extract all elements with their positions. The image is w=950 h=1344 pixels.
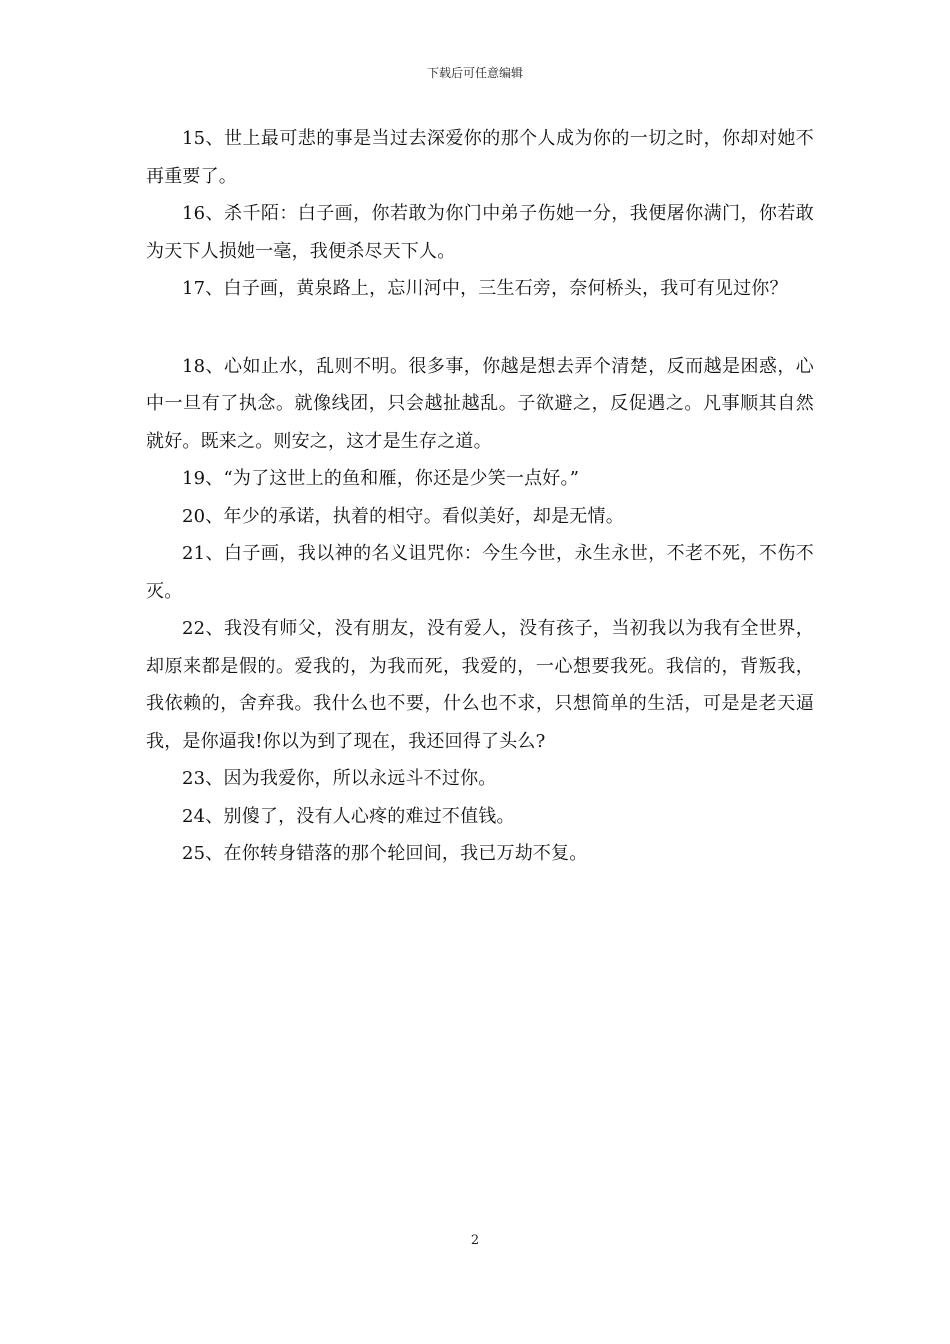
paragraph-19: 19、“为了这世上的鱼和雁，你还是少笑一点好。” xyxy=(182,468,580,489)
paragraph-18: 18、心如止水，乱则不明。很多事，你越是想去弄个清楚，反而越是困惑，心中一旦有了执念。就像线团，只会越扯越乱。子欲避之，反促遇之。凡事顺其自然就好。既来之。则安之，这才是生存之道。 xyxy=(146,355,814,452)
paragraph-15: 15、世上最可悲的事是当过去深爱你的那个人成为你的一切之时，你却对她不再重要了。 xyxy=(146,128,814,187)
paragraph-17: 17、白子画，黄泉路上，忘川河中，三生石旁，奈何桥头，我可有见过你？ xyxy=(182,278,788,299)
paragraph-21: 21、白子画，我以神的名义诅咒你：今生今世，永生永世，不老不死，不伤不灭。 xyxy=(146,543,814,602)
paragraph-23: 23、因为我爱你，所以永远斗不过你。 xyxy=(182,768,497,789)
document-body xyxy=(146,120,814,873)
paragraph-16: 16、杀千陌：白子画，你若敢为你门中弟子伤她一分，我便屠你满门，你若敢为天下人损她一毫，我便杀尽天下人。 xyxy=(146,203,814,262)
paragraph-25: 25、在你转身错落的那个轮回间，我已万劫不复。 xyxy=(182,843,588,864)
paragraph-24: 24、别傻了，没有人心疼的难过不值钱。 xyxy=(182,805,515,827)
paragraph-20: 20、年少的承诺，执着的相守。看似美好，却是无情。 xyxy=(182,505,624,527)
page-header: 下载后可任意编辑 xyxy=(426,66,523,80)
page-number: 2 xyxy=(470,1233,480,1248)
paragraph-22: 22、我没有师父，没有朋友，没有爱人，没有孩子，当初我以为我有全世界，却原来都是假的。爱我的，为我而死，我爱的，一心想要我死。我信的，背叛我，我依赖的，舍弃我。我什么也不要，什么也不求，只想简单的生活，可是是老天逼我，是你逼我!你以为到了现在，我还回得了头么? xyxy=(146,618,814,752)
